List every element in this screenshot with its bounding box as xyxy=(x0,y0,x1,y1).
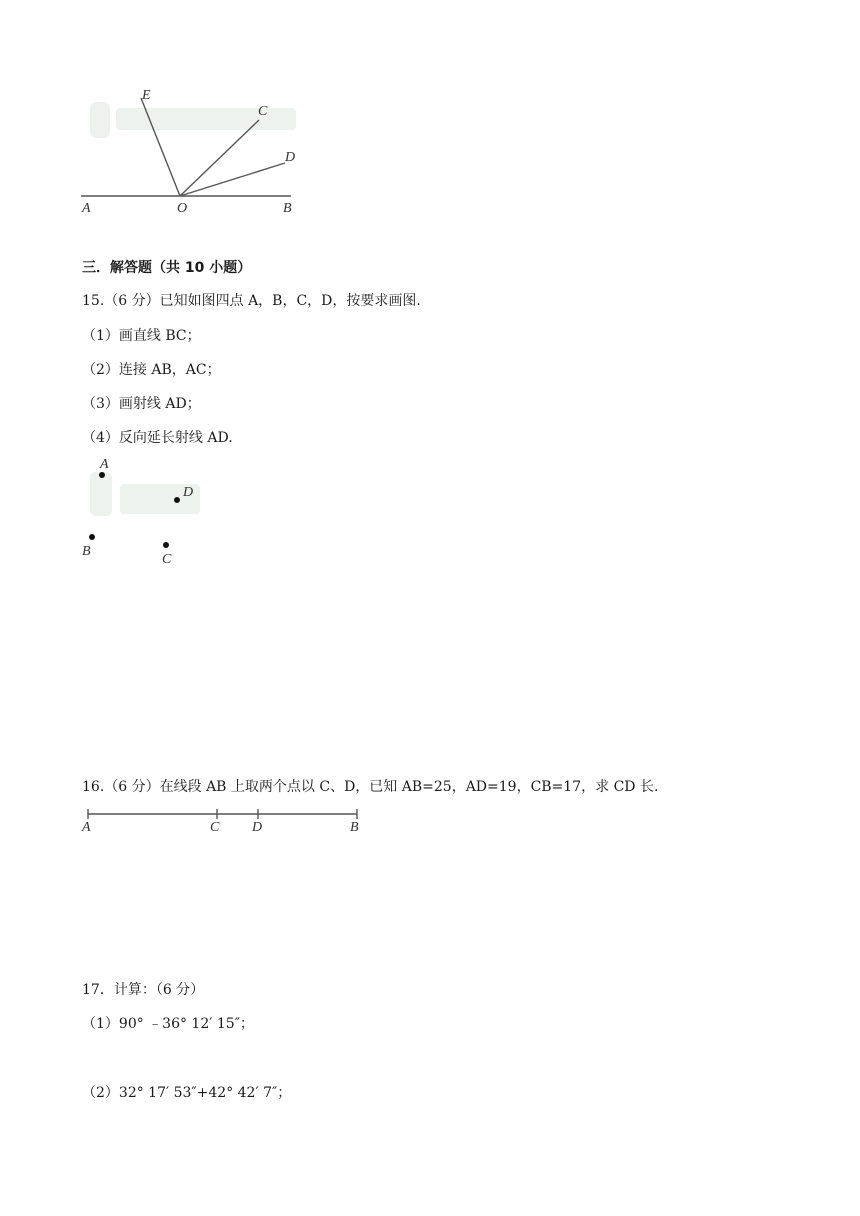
ray-od xyxy=(180,163,285,196)
segment-figure xyxy=(76,800,376,840)
q15-item-1: （1）画直线 BC； xyxy=(82,328,201,344)
point-a xyxy=(99,472,105,478)
q16-stem: 16.（6 分）在线段 AB 上取两个点以 C、D，已知 AB=25，AD=19，CB=17，求 CD 长. xyxy=(82,779,659,795)
point-label-c: C xyxy=(210,820,220,835)
q17-stem: 17．计算：（6 分） xyxy=(82,982,205,998)
point-label-b: B xyxy=(283,201,292,216)
point-label-d: D xyxy=(183,485,194,500)
section-heading: 三．解答题（共 10 小题） xyxy=(82,260,252,276)
q15-stem: 15.（6 分）已知如图四点 A，B，C，D，按要求画图. xyxy=(82,293,421,309)
q17-item-2: （2）32° 17′ 53″+42° 42′ 7″； xyxy=(82,1085,292,1101)
point-label-c: C xyxy=(258,104,268,119)
q15-item-3: （3）画射线 AD； xyxy=(82,396,201,412)
point-label-a: A xyxy=(100,457,109,472)
angle-figure xyxy=(76,80,316,220)
q15-item-4: （4）反向延长射线 AD. xyxy=(82,430,233,446)
point-label-a: A xyxy=(82,820,91,835)
q15-item-2: （2）连接 AB，AC； xyxy=(82,362,221,378)
point-label-d: D xyxy=(285,150,296,165)
q17-item-1: （1）90° ﹣36° 12′ 15″； xyxy=(82,1016,254,1032)
point-c xyxy=(163,542,169,548)
ray-oc xyxy=(180,120,259,196)
point-d xyxy=(174,497,180,503)
point-label-d: D xyxy=(252,820,263,835)
point-label-e: E xyxy=(142,88,151,103)
point-b xyxy=(89,534,95,540)
points-figure xyxy=(76,454,216,570)
point-label-c: C xyxy=(162,552,172,567)
point-label-a: A xyxy=(82,201,91,216)
point-label-b: B xyxy=(350,820,359,835)
point-label-o: O xyxy=(177,201,188,216)
point-label-b: B xyxy=(82,544,91,559)
